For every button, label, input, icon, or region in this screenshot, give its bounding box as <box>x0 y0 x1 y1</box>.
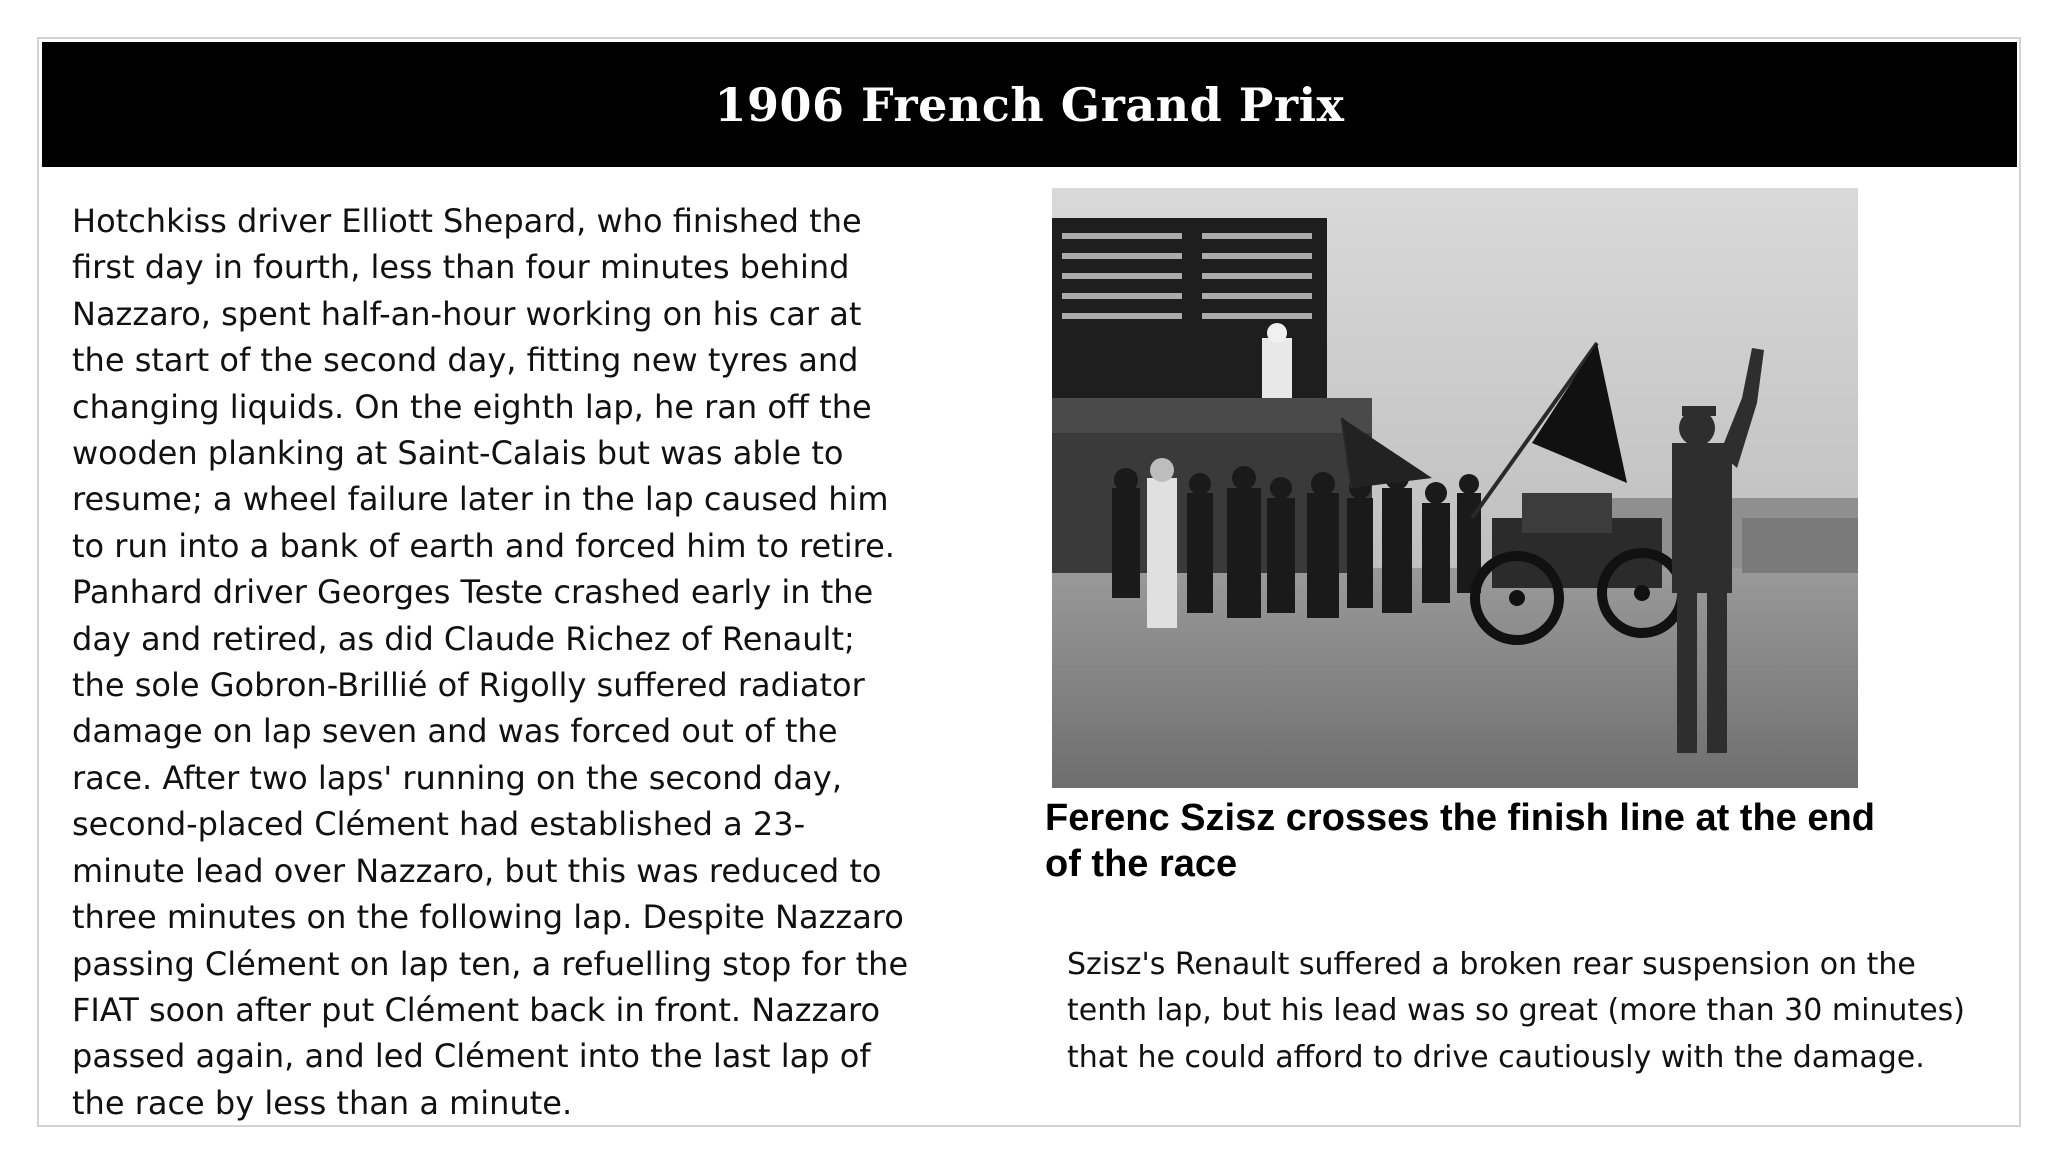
slide-title: 1906 French Grand Prix <box>714 77 1345 132</box>
title-bar <box>42 42 2017 167</box>
photo-caption: Ferenc Szisz crosses the finish line at the end of the race <box>1045 797 1875 885</box>
body-text-left: Hotchkiss driver Elliott Shepard, who finished the first day in fourth, less than four minutes behind Nazzaro, spent half-an-hour working on his car at the start of the second day, fitting new tyres and changing liquids. On the eighth lap, he ran off the wooden planking at Saint-Calais but was able to resume; a wheel failure later in the lap caused him to run into a bank of earth and forced him to retire. Panhard driver Georges Teste crashed early in the day and retired, as did Claude Richez of Renault; the sole Gobron-Brillié of Rigolly suffered radiator damage on lap seven and was forced out of the race. After two laps' running on the second day, second-placed Clément had established a 23-minute lead over Nazzaro, but this was reduced to three minutes on the following lap. Despite Nazzaro passing Clément on lap ten, a refuelling stop for the FIAT soon after put Clément back in front. Nazzaro passed again, and led Clément into the last lap of the race by less than a minute. <box>72 202 909 1122</box>
finish-line-photo <box>1052 188 1858 788</box>
body-text-right: Szisz's Renault suffered a broken rear suspension on the tenth lap, but his lead was so great (more than 30 minutes) that he could afford to drive cautiously with the damage. <box>1067 947 1965 1075</box>
